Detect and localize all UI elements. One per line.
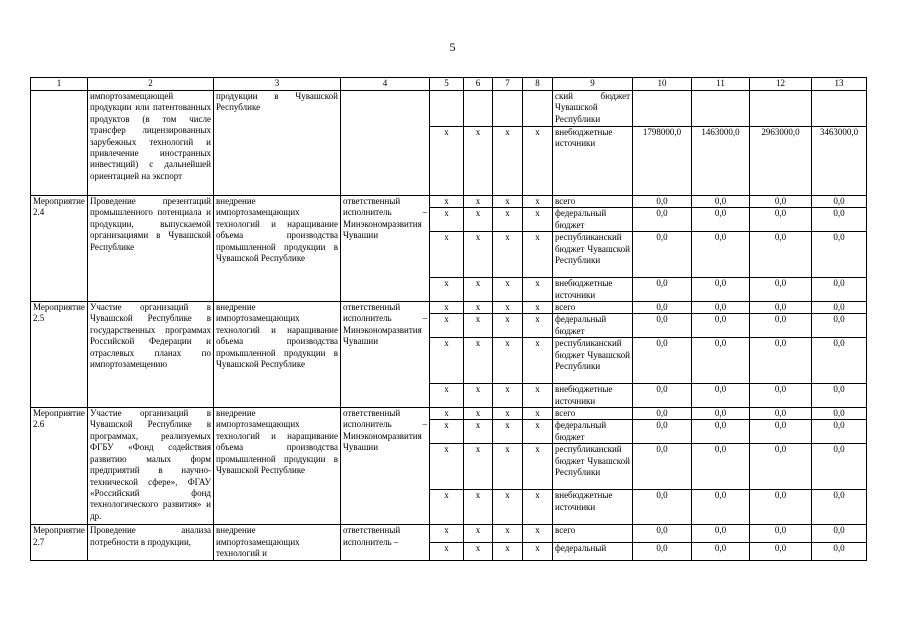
measures-table — [30, 77, 867, 561]
amount-cell: 0,0 — [812, 196, 867, 208]
code-cell: x — [464, 278, 493, 302]
amount-cell: 0,0 — [633, 408, 692, 420]
funding-source-cell: федеральный бюджет — [553, 420, 633, 444]
code-cell: x — [430, 278, 464, 302]
amount-cell: 0,0 — [692, 314, 750, 338]
code-cell — [523, 91, 553, 127]
code-cell: x — [493, 490, 523, 525]
amount-cell: 0,0 — [692, 196, 750, 208]
amount-cell: 0,0 — [633, 444, 692, 490]
measure-executor-cell: ответственный исполнитель – Минэкономразвития Чувашии — [341, 302, 430, 408]
amount-cell: 0,0 — [750, 208, 812, 232]
code-cell: x — [493, 384, 523, 408]
amount-cell — [692, 91, 750, 127]
code-cell: x — [493, 232, 523, 278]
column-number-cell: 9 — [553, 78, 633, 91]
code-cell: x — [493, 302, 523, 314]
column-number-cell: 1 — [31, 78, 88, 91]
amount-cell: 0,0 — [692, 302, 750, 314]
code-cell: x — [493, 338, 523, 384]
code-cell: x — [493, 278, 523, 302]
amount-cell: 0,0 — [750, 302, 812, 314]
code-cell: x — [464, 127, 493, 196]
measure-id-cell — [31, 91, 88, 196]
column-number-cell: 13 — [812, 78, 867, 91]
table-row — [31, 525, 867, 543]
code-cell: x — [464, 490, 493, 525]
funding-source-cell: республиканский бюджет Чувашской Республики — [553, 338, 633, 384]
code-cell: x — [430, 208, 464, 232]
amount-cell: 0,0 — [633, 302, 692, 314]
code-cell: x — [430, 542, 464, 560]
amount-cell: 0,0 — [692, 525, 750, 543]
funding-source-cell: всего — [553, 196, 633, 208]
code-cell: x — [523, 542, 553, 560]
amount-cell: 0,0 — [812, 490, 867, 525]
measure-executor-cell — [341, 91, 430, 196]
amount-cell — [633, 91, 692, 127]
column-number-cell: 11 — [692, 78, 750, 91]
code-cell: x — [430, 302, 464, 314]
amount-cell: 0,0 — [633, 314, 692, 338]
funding-source-cell: всего — [553, 525, 633, 543]
code-cell: x — [523, 384, 553, 408]
amount-cell: 0,0 — [750, 420, 812, 444]
code-cell: x — [523, 490, 553, 525]
measure-executor-cell: ответственный исполнитель – Минэкономразвития Чувашии — [341, 408, 430, 525]
amount-cell: 0,0 — [633, 525, 692, 543]
code-cell: x — [430, 232, 464, 278]
code-cell: x — [430, 444, 464, 490]
funding-source-cell: всего — [553, 302, 633, 314]
code-cell: x — [430, 127, 464, 196]
amount-cell: 0,0 — [633, 278, 692, 302]
measure-result-cell: внедрение импортозамещающих технологий и — [214, 525, 341, 560]
amount-cell: 0,0 — [812, 420, 867, 444]
code-cell: x — [493, 525, 523, 543]
page-number: 5 — [449, 40, 456, 54]
amount-cell: 0,0 — [692, 420, 750, 444]
code-cell: x — [493, 208, 523, 232]
code-cell: x — [493, 408, 523, 420]
measure-id-cell: Мероприятие 2.4 — [31, 196, 88, 302]
amount-cell: 0,0 — [633, 420, 692, 444]
measure-description-cell: Участие организаций в Чувашской Республике в программах, реализуемых ФГБУ «Фонд содействия развитию малых форм предприятий в научно-технической сфере», ФГАУ «Российский фонд технологического развития» и др. — [88, 408, 214, 525]
code-cell: x — [523, 232, 553, 278]
amount-cell: 0,0 — [750, 490, 812, 525]
amount-cell: 1463000,0 — [692, 127, 750, 196]
measure-description-cell: Проведение презентаций промышленного потенциала и продукции, выпускаемой организациями в Чувашской Республике — [88, 196, 214, 302]
code-cell — [430, 91, 464, 127]
column-number-cell: 8 — [523, 78, 553, 91]
amount-cell: 2963000,0 — [750, 127, 812, 196]
funding-source-cell: федеральный — [553, 542, 633, 560]
funding-source-cell: федеральный бюджет — [553, 208, 633, 232]
code-cell: x — [523, 208, 553, 232]
code-cell: x — [523, 196, 553, 208]
amount-cell: 0,0 — [750, 338, 812, 384]
amount-cell: 0,0 — [750, 314, 812, 338]
amount-cell: 0,0 — [633, 338, 692, 384]
amount-cell: 0,0 — [750, 196, 812, 208]
code-cell: x — [523, 408, 553, 420]
code-cell: x — [523, 420, 553, 444]
column-number-cell: 6 — [464, 78, 493, 91]
code-cell: x — [493, 420, 523, 444]
measure-executor-cell: ответственный исполнитель – Минэкономразвития Чувашии — [341, 196, 430, 302]
code-cell: x — [523, 127, 553, 196]
code-cell: x — [523, 338, 553, 384]
amount-cell: 0,0 — [633, 196, 692, 208]
funding-source-cell: внебюджетные источники — [553, 490, 633, 525]
code-cell: x — [523, 525, 553, 543]
amount-cell: 0,0 — [692, 490, 750, 525]
column-number-cell: 5 — [430, 78, 464, 91]
funding-source-cell: всего — [553, 408, 633, 420]
measure-result-cell: продукции в Чувашской Республике — [214, 91, 341, 196]
code-cell: x — [464, 444, 493, 490]
amount-cell: 0,0 — [812, 232, 867, 278]
code-cell: x — [464, 196, 493, 208]
code-cell: x — [430, 420, 464, 444]
code-cell: x — [464, 384, 493, 408]
code-cell: x — [493, 444, 523, 490]
table-row — [31, 408, 867, 420]
table-row — [31, 196, 867, 208]
column-number-row — [31, 78, 867, 91]
funding-source-cell: республиканский бюджет Чувашской Республики — [553, 444, 633, 490]
measure-description-cell: импортозамещающей продукции или патентованных продуктов (в том числе трансфер лицензированных зарубежных технологий и привлечение иностранных инвестиций) с дальнейшей ориентацией на экспорт — [88, 91, 214, 196]
code-cell: x — [430, 196, 464, 208]
column-number-cell: 7 — [493, 78, 523, 91]
code-cell: x — [493, 127, 523, 196]
code-cell: x — [493, 196, 523, 208]
amount-cell: 0,0 — [750, 384, 812, 408]
code-cell: x — [464, 232, 493, 278]
amount-cell: 0,0 — [750, 278, 812, 302]
column-number-cell: 10 — [633, 78, 692, 91]
amount-cell: 0,0 — [812, 338, 867, 384]
amount-cell: 0,0 — [633, 232, 692, 278]
amount-cell: 0,0 — [812, 542, 867, 560]
funding-source-cell: республиканский бюджет Чувашской Республики — [553, 232, 633, 278]
code-cell — [464, 91, 493, 127]
code-cell: x — [464, 542, 493, 560]
amount-cell: 0,0 — [812, 302, 867, 314]
column-number-cell: 12 — [750, 78, 812, 91]
amount-cell: 0,0 — [633, 490, 692, 525]
code-cell — [493, 91, 523, 127]
measure-description-cell: Проведение анализа потребности в продукции, — [88, 525, 214, 560]
amount-cell — [750, 91, 812, 127]
code-cell: x — [523, 302, 553, 314]
amount-cell: 0,0 — [692, 384, 750, 408]
amount-cell: 0,0 — [750, 525, 812, 543]
funding-source-cell: федеральный бюджет — [553, 314, 633, 338]
amount-cell: 0,0 — [750, 408, 812, 420]
amount-cell: 0,0 — [812, 278, 867, 302]
amount-cell: 0,0 — [633, 384, 692, 408]
funding-source-cell: ский бюджет Чувашской Республики — [553, 91, 633, 127]
code-cell: x — [430, 525, 464, 543]
code-cell: x — [464, 420, 493, 444]
amount-cell: 0,0 — [812, 384, 867, 408]
code-cell: x — [464, 302, 493, 314]
amount-cell: 0,0 — [750, 542, 812, 560]
amount-cell: 0,0 — [692, 542, 750, 560]
amount-cell: 0,0 — [812, 444, 867, 490]
amount-cell: 0,0 — [692, 232, 750, 278]
code-cell: x — [464, 525, 493, 543]
funding-source-cell: внебюджетные источники — [553, 278, 633, 302]
amount-cell: 0,0 — [812, 408, 867, 420]
amount-cell: 1798000,0 — [633, 127, 692, 196]
amount-cell: 0,0 — [750, 232, 812, 278]
measure-id-cell: Мероприятие 2.5 — [31, 302, 88, 408]
amount-cell — [812, 91, 867, 127]
table-row — [31, 91, 867, 127]
measure-id-cell: Мероприятие 2.6 — [31, 408, 88, 525]
amount-cell: 0,0 — [812, 208, 867, 232]
code-cell: x — [430, 338, 464, 384]
measure-id-cell: Мероприятие 2.7 — [31, 525, 88, 560]
amount-cell: 0,0 — [812, 314, 867, 338]
code-cell: x — [430, 314, 464, 338]
code-cell: x — [493, 542, 523, 560]
measure-description-cell: Участие организаций в Чувашской Республике в государственных программах Российской Федерации и отраслевых планах по импортозамещению — [88, 302, 214, 408]
amount-cell: 0,0 — [692, 408, 750, 420]
measure-result-cell: внедрение импортозамещающих технологий и наращивание объема производства промышленной продукции в Чувашской Республике — [214, 408, 341, 525]
amount-cell: 0,0 — [633, 208, 692, 232]
column-number-cell: 3 — [214, 78, 341, 91]
amount-cell: 0,0 — [692, 444, 750, 490]
column-number-cell: 2 — [88, 78, 214, 91]
code-cell: x — [464, 314, 493, 338]
code-cell: x — [430, 408, 464, 420]
amount-cell: 0,0 — [750, 444, 812, 490]
measure-result-cell: внедрение импортозамещающих технологий и наращивание объема производства промышленной продукции в Чувашской Республике — [214, 302, 341, 408]
amount-cell: 3463000,0 — [812, 127, 867, 196]
amount-cell: 0,0 — [692, 208, 750, 232]
amount-cell: 0,0 — [692, 338, 750, 384]
funding-source-cell: внебюджетные источники — [553, 127, 633, 196]
code-cell: x — [523, 444, 553, 490]
code-cell: x — [493, 314, 523, 338]
column-number-cell: 4 — [341, 78, 430, 91]
amount-cell: 0,0 — [692, 278, 750, 302]
code-cell: x — [523, 314, 553, 338]
amount-cell: 0,0 — [812, 525, 867, 543]
code-cell: x — [430, 384, 464, 408]
code-cell: x — [430, 490, 464, 525]
code-cell: x — [464, 208, 493, 232]
amount-cell: 0,0 — [633, 542, 692, 560]
code-cell: x — [464, 408, 493, 420]
table-row — [31, 302, 867, 314]
code-cell: x — [464, 338, 493, 384]
funding-source-cell: внебюджетные источники — [553, 384, 633, 408]
code-cell: x — [523, 278, 553, 302]
measure-executor-cell: ответственный исполнитель – — [341, 525, 430, 560]
measure-result-cell: внедрение импортозамещающих технологий и наращивание объема производства промышленной продукции в Чувашской Республике — [214, 196, 341, 302]
